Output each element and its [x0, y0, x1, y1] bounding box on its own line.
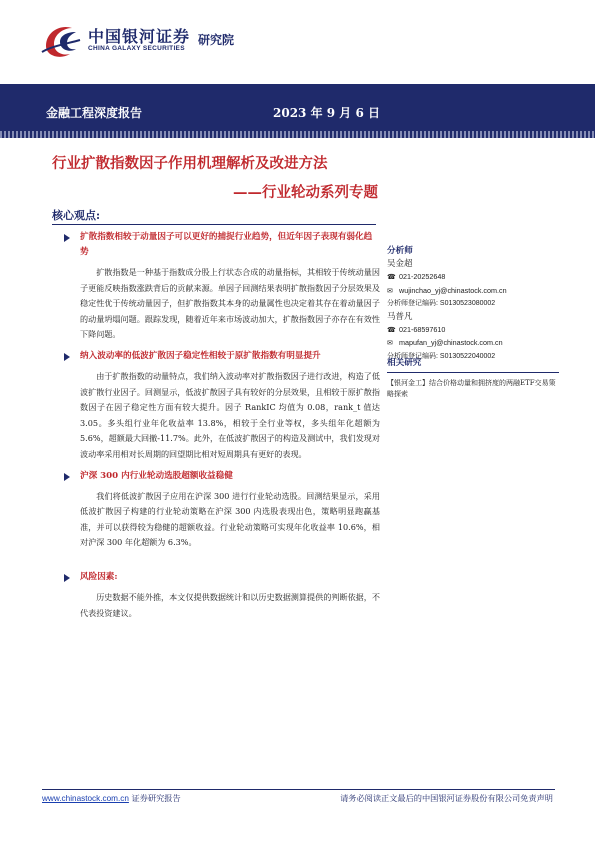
section-title-text: 风险因素:: [80, 571, 118, 582]
bullet-triangle-icon: [64, 234, 70, 242]
report-title: 行业扩散指数因子作用机理解析及改进方法: [52, 155, 328, 172]
analyst-name: 吴金超: [387, 259, 413, 269]
section-paragraph: 扩散指数是一种基于指数成分股上行状态合成的动量指标，其相较于传统动量因子更能反映指数涨跌背后的贡献来源。单因子回测结果表明扩散指数因子分层效果及稳定性优于传统动量因子，但扩散指数其本身的动量属性也决定着其存在着动量因子的动量坍塌问题。跟踪发现，随着近年来市场波动加大，扩散指数因子亦存在有效性下降问题。: [80, 267, 380, 340]
analyst-reg: 分析师登记编码: S0130522040002: [387, 352, 496, 360]
related-research: [387, 357, 559, 400]
footer-left: [42, 793, 181, 804]
header-band-stripe: [0, 131, 595, 138]
analyst-heading: 分析师: [387, 246, 413, 256]
core-views-body: [58, 230, 380, 621]
footer-url-link[interactable]: www.chinastock.com.cn: [42, 794, 129, 803]
risk-title: [58, 570, 380, 585]
brand-name-cn: 中国银河证券: [88, 27, 191, 46]
brand-name-en: CHINA GALAXY SECURITIES: [88, 45, 185, 52]
bullet-triangle-icon: [64, 473, 70, 481]
bullet-triangle-icon: [64, 353, 70, 361]
section-paragraph: 由于扩散指数的动量特点，我们纳入波动率对扩散指数因子进行改进，构造了低波扩散行业因子。回测显示，低波扩散因子具有较好的分层效果，且相较于原扩散指数因子在因子稳定性方面有较大提升。因子 RankIC 均值为 0.08，rank_t 值达 3.05。多头组行业年化收益率 13.8%，相较于全行业等权，多头组年化超额为 5.6%，超额最大回撤-11.7%。此外，在低波扩散因子的构造及测试中，我们发现对波动率采用相对长周期的回望期比相对短周期具有更好的表现。: [80, 370, 380, 459]
email-icon: ✉: [387, 340, 393, 347]
footer-disclaimer: 请务必阅读正文最后的中国银河证券股份有限公司免责声明: [340, 793, 553, 803]
email-icon: ✉: [387, 287, 393, 295]
section-title: [58, 469, 380, 484]
analyst-email[interactable]: ✉ wujinchao_yj@chinastock.com.cn: [387, 285, 557, 299]
analyst-phone: ☎ 021-20252648: [387, 271, 557, 285]
institute-label: 研究院: [198, 33, 235, 47]
report-subtitle: ——行业轮动系列专题: [233, 184, 378, 201]
analyst-email[interactable]: ✉ mapufan_yj@chinastock.com.cn: [387, 337, 557, 351]
report-date: 2023 年 9 月 6 日: [273, 106, 380, 120]
section-paragraph: 我们将低波扩散因子应用在沪深 300 进行行业轮动选股。回测结果显示，采用低波扩散因子构建的行业轮动策略在沪深 300 内选股表现出色，策略明显跑赢基准，并可以获得较为稳健的超额收益。行业轮动策略可实现年化收益率 10.6%，相对沪深 300 年化超额为 6.3%。: [80, 490, 380, 548]
section-title: [58, 349, 380, 364]
section-title-text: 纳入波动率的低波扩散因子稳定性相较于原扩散指数有明显提升: [80, 350, 321, 361]
related-item[interactable]: 【银河金工】结合价格动量和拥挤度的两融ETF交易策略探索: [387, 379, 556, 398]
analyst-panel: [387, 245, 557, 363]
analyst-reg: 分析师登记编码: S0130523080002: [387, 300, 496, 307]
phone-icon: ☎: [387, 274, 396, 281]
phone-icon: ☎: [387, 326, 396, 334]
related-divider: [387, 372, 559, 373]
related-heading: 相关研究: [387, 358, 422, 368]
footer-report-label: 证券研究报告: [128, 793, 181, 803]
report-type: 金融工程深度报告: [46, 106, 143, 120]
section-title: [58, 230, 380, 260]
risk-paragraph: 历史数据不能外推，本文仅提供数据统计和以历史数据测算提供的判断依据，不代表投资建议。: [80, 591, 380, 618]
galaxy-logo-icon: [40, 22, 82, 60]
analyst-name: 马普凡: [387, 311, 413, 322]
core-views-heading: 核心观点:: [52, 209, 101, 222]
section-title-text: 扩散指数相较于动量因子可以更好的捕捉行业趋势，但近年因子表现有弱化趋势: [80, 232, 373, 257]
analyst-phone: ☎ 021-68597610: [387, 324, 557, 338]
section-title-text: 沪深 300 内行业轮动选股超额收益稳健: [80, 470, 233, 481]
bullet-triangle-icon: [64, 574, 70, 582]
core-views-divider: [52, 224, 376, 225]
footer-divider: [42, 789, 555, 790]
